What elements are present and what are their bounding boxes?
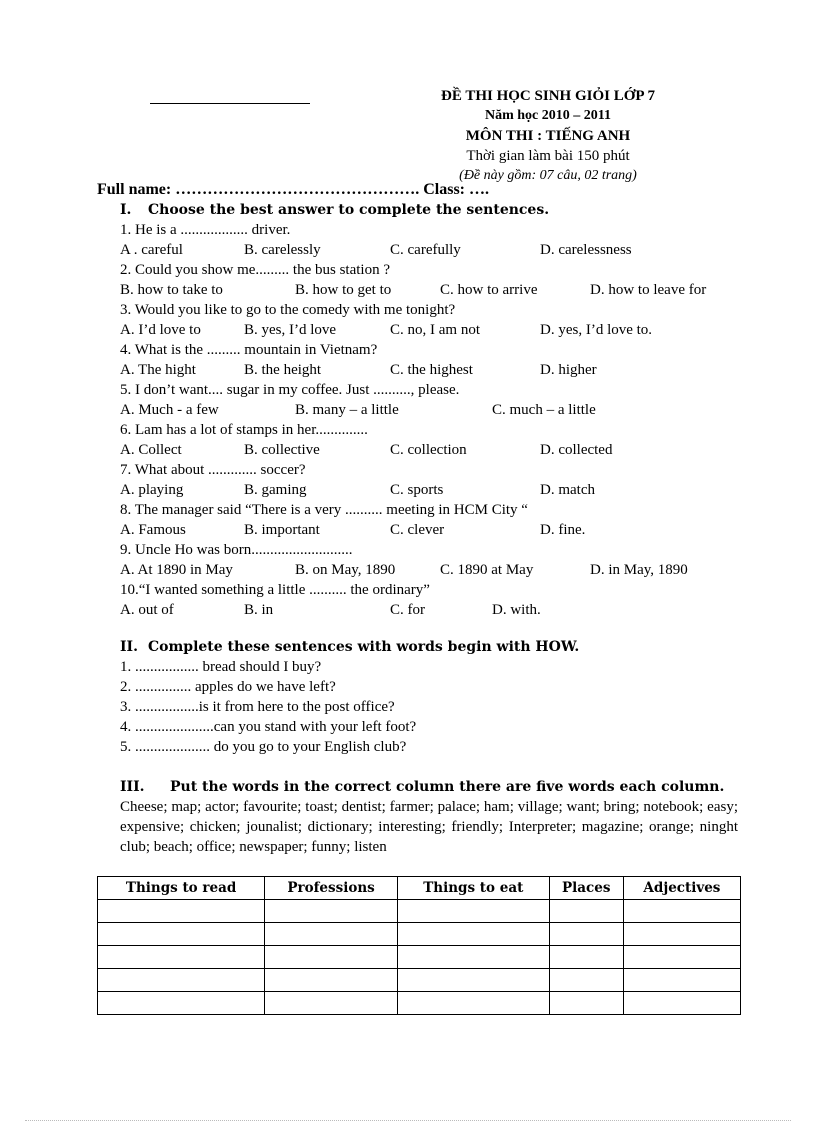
answer-option: A. Much - a few bbox=[120, 402, 219, 418]
answer-option: D. with. bbox=[492, 602, 541, 618]
section-1-number: I. bbox=[120, 202, 132, 218]
section-1-heading: Choose the best answer to complete the sentences. bbox=[148, 202, 550, 218]
how-question-3: 3. .................is it from here to the post office? bbox=[120, 699, 395, 715]
answer-option: D. match bbox=[540, 482, 595, 498]
answer-cell[interactable] bbox=[98, 900, 265, 923]
column-header: Professions bbox=[265, 877, 398, 900]
answer-option: C. much – a little bbox=[492, 402, 596, 418]
answer-cell[interactable] bbox=[397, 946, 549, 969]
answer-option: A. I’d love to bbox=[120, 322, 201, 338]
word-columns-table bbox=[97, 876, 741, 1015]
subject: MÔN THI : TIẾNG ANH bbox=[465, 128, 631, 144]
column-header: Places bbox=[549, 877, 623, 900]
answer-option: B. how to take to bbox=[120, 282, 223, 298]
answer-option: A. The hight bbox=[120, 362, 196, 378]
answer-option: C. how to arrive bbox=[440, 282, 538, 298]
answer-option: C. clever bbox=[390, 522, 445, 538]
answer-option: A. Collect bbox=[120, 442, 182, 458]
answer-option: B. on May, 1890 bbox=[295, 562, 396, 578]
answer-option: D. collected bbox=[540, 442, 613, 458]
how-question-1: 1. ................. bread should I buy? bbox=[120, 659, 322, 675]
question-4: 4. What is the ......... mountain in Vietnam? bbox=[120, 342, 378, 358]
section-2-heading: Complete these sentences with words begin with HOW. bbox=[148, 639, 580, 655]
fullname-class-line: Full name: ………………………………………. Class: …. bbox=[97, 181, 489, 198]
section-3 bbox=[120, 777, 740, 797]
answer-option: B. the height bbox=[244, 362, 322, 378]
answer-cell[interactable] bbox=[549, 900, 623, 923]
answer-cell[interactable] bbox=[623, 992, 740, 1015]
section-2-number: II. bbox=[120, 639, 138, 655]
table-row bbox=[98, 992, 741, 1015]
table-row bbox=[98, 969, 741, 992]
answer-cell[interactable] bbox=[265, 923, 398, 946]
time-limit: Thời gian làm bài 150 phút bbox=[466, 148, 630, 164]
answer-option: A. playing bbox=[120, 482, 184, 498]
table-row bbox=[98, 923, 741, 946]
how-question-4: 4. .....................can you stand with your left foot? bbox=[120, 719, 417, 735]
word-list: Cheese; map; actor; favourite; toast; dentist; farmer; palace; ham; village; want; bring; notebook; easy; expensive; chicken; jounalist; dictionary; interesting; friendly; Interpreter; magazine; orange; ninght club; beach; office; newspaper; funny; listen bbox=[120, 799, 738, 855]
question-3: 3. Would you like to go to the comedy with me tonight? bbox=[120, 302, 456, 318]
answer-option: B. in bbox=[244, 602, 274, 618]
question-9: 9. Uncle Ho was born........................... bbox=[120, 542, 353, 558]
answer-cell[interactable] bbox=[98, 946, 265, 969]
answer-option: C. no, I am not bbox=[390, 322, 480, 338]
options-row bbox=[120, 600, 740, 620]
school-year: Năm học 2010 – 2011 bbox=[485, 108, 611, 123]
footer-rule bbox=[25, 1120, 791, 1121]
answer-option: B. collective bbox=[244, 442, 320, 458]
question-10: 10.“I wanted something a little .......... the ordinary” bbox=[120, 582, 430, 598]
answer-option: B. how to get to bbox=[295, 282, 392, 298]
answer-option: C. 1890 at May bbox=[440, 562, 534, 578]
answer-option: B. yes, I’d love bbox=[244, 322, 337, 338]
question-6: 6. Lam has a lot of stamps in her.............. bbox=[120, 422, 368, 438]
column-header: Things to read bbox=[98, 877, 265, 900]
answer-option: D. higher bbox=[540, 362, 597, 378]
answer-option: B. carelessly bbox=[244, 242, 321, 258]
section-3-title bbox=[120, 777, 740, 797]
answer-cell[interactable] bbox=[98, 992, 265, 1015]
answer-cell[interactable] bbox=[623, 923, 740, 946]
answer-option: C. sports bbox=[390, 482, 444, 498]
options-row bbox=[120, 320, 740, 340]
how-question-5: 5. .................... do you go to your English club? bbox=[120, 739, 407, 755]
answer-option: A. out of bbox=[120, 602, 174, 618]
options-row bbox=[120, 400, 740, 420]
column-header: Things to eat bbox=[397, 877, 549, 900]
page-note: (Đề này gồm: 07 câu, 02 trang) bbox=[459, 168, 637, 183]
question-8: 8. The manager said “There is a very .......... meeting in HCM City “ bbox=[120, 502, 528, 518]
options-row bbox=[120, 240, 740, 260]
how-question-2: 2. ............... apples do we have left? bbox=[120, 679, 336, 695]
answer-option: C. carefully bbox=[390, 242, 461, 258]
answer-option: D. how to leave for bbox=[590, 282, 707, 298]
section-1-title bbox=[120, 200, 740, 220]
answer-cell[interactable] bbox=[397, 900, 549, 923]
options-row bbox=[120, 560, 740, 580]
exam-header bbox=[400, 86, 696, 186]
table-row bbox=[98, 900, 741, 923]
answer-option: C. the highest bbox=[390, 362, 473, 378]
answer-cell[interactable] bbox=[549, 923, 623, 946]
answer-cell[interactable] bbox=[549, 992, 623, 1015]
answer-option: C. collection bbox=[390, 442, 467, 458]
section-3-heading: Put the words in the correct column there are five words each column. bbox=[170, 779, 725, 795]
options-row bbox=[120, 280, 740, 300]
section-3-number: III. bbox=[120, 779, 145, 795]
answer-cell[interactable] bbox=[265, 992, 398, 1015]
exam-title: ĐỀ THI HỌC SINH GIỎI LỚP 7 bbox=[441, 88, 655, 104]
options-row bbox=[120, 480, 740, 500]
answer-cell[interactable] bbox=[265, 946, 398, 969]
answer-option: A. Famous bbox=[120, 522, 186, 538]
answer-option: B. important bbox=[244, 522, 320, 538]
question-2: 2. Could you show me......... the bus station ? bbox=[120, 262, 390, 278]
column-header: Adjectives bbox=[623, 877, 740, 900]
section-2-title bbox=[120, 637, 740, 657]
options-row bbox=[120, 360, 740, 380]
answer-option: B. many – a little bbox=[295, 402, 399, 418]
table-row bbox=[98, 946, 741, 969]
answer-option: A. At 1890 in May bbox=[120, 562, 233, 578]
answer-cell[interactable] bbox=[549, 946, 623, 969]
options-row bbox=[120, 440, 740, 460]
answer-option: D. in May, 1890 bbox=[590, 562, 688, 578]
answer-cell[interactable] bbox=[623, 946, 740, 969]
section-1 bbox=[120, 200, 740, 620]
question-1: 1. He is a .................. driver. bbox=[120, 222, 291, 238]
table-header-row bbox=[98, 877, 741, 900]
answer-cell[interactable] bbox=[623, 900, 740, 923]
answer-cell[interactable] bbox=[265, 969, 398, 992]
answer-option: B. gaming bbox=[244, 482, 307, 498]
answer-cell[interactable] bbox=[397, 992, 549, 1015]
question-7: 7. What about ............. soccer? bbox=[120, 462, 306, 478]
answer-cell[interactable] bbox=[549, 969, 623, 992]
answer-cell[interactable] bbox=[397, 969, 549, 992]
options-row bbox=[120, 520, 740, 540]
answer-cell[interactable] bbox=[265, 900, 398, 923]
answer-option: D. carelessness bbox=[540, 242, 632, 258]
header-rule bbox=[150, 103, 310, 104]
answer-cell[interactable] bbox=[98, 969, 265, 992]
answer-option: A . careful bbox=[120, 242, 183, 258]
answer-option: C. for bbox=[390, 602, 425, 618]
answer-cell[interactable] bbox=[623, 969, 740, 992]
answer-cell[interactable] bbox=[98, 923, 265, 946]
section-2 bbox=[120, 637, 740, 757]
answer-cell[interactable] bbox=[397, 923, 549, 946]
question-5: 5. I don’t want.... sugar in my coffee. Just .........., please. bbox=[120, 382, 460, 398]
answer-option: D. fine. bbox=[540, 522, 586, 538]
answer-option: D. yes, I’d love to. bbox=[540, 322, 653, 338]
